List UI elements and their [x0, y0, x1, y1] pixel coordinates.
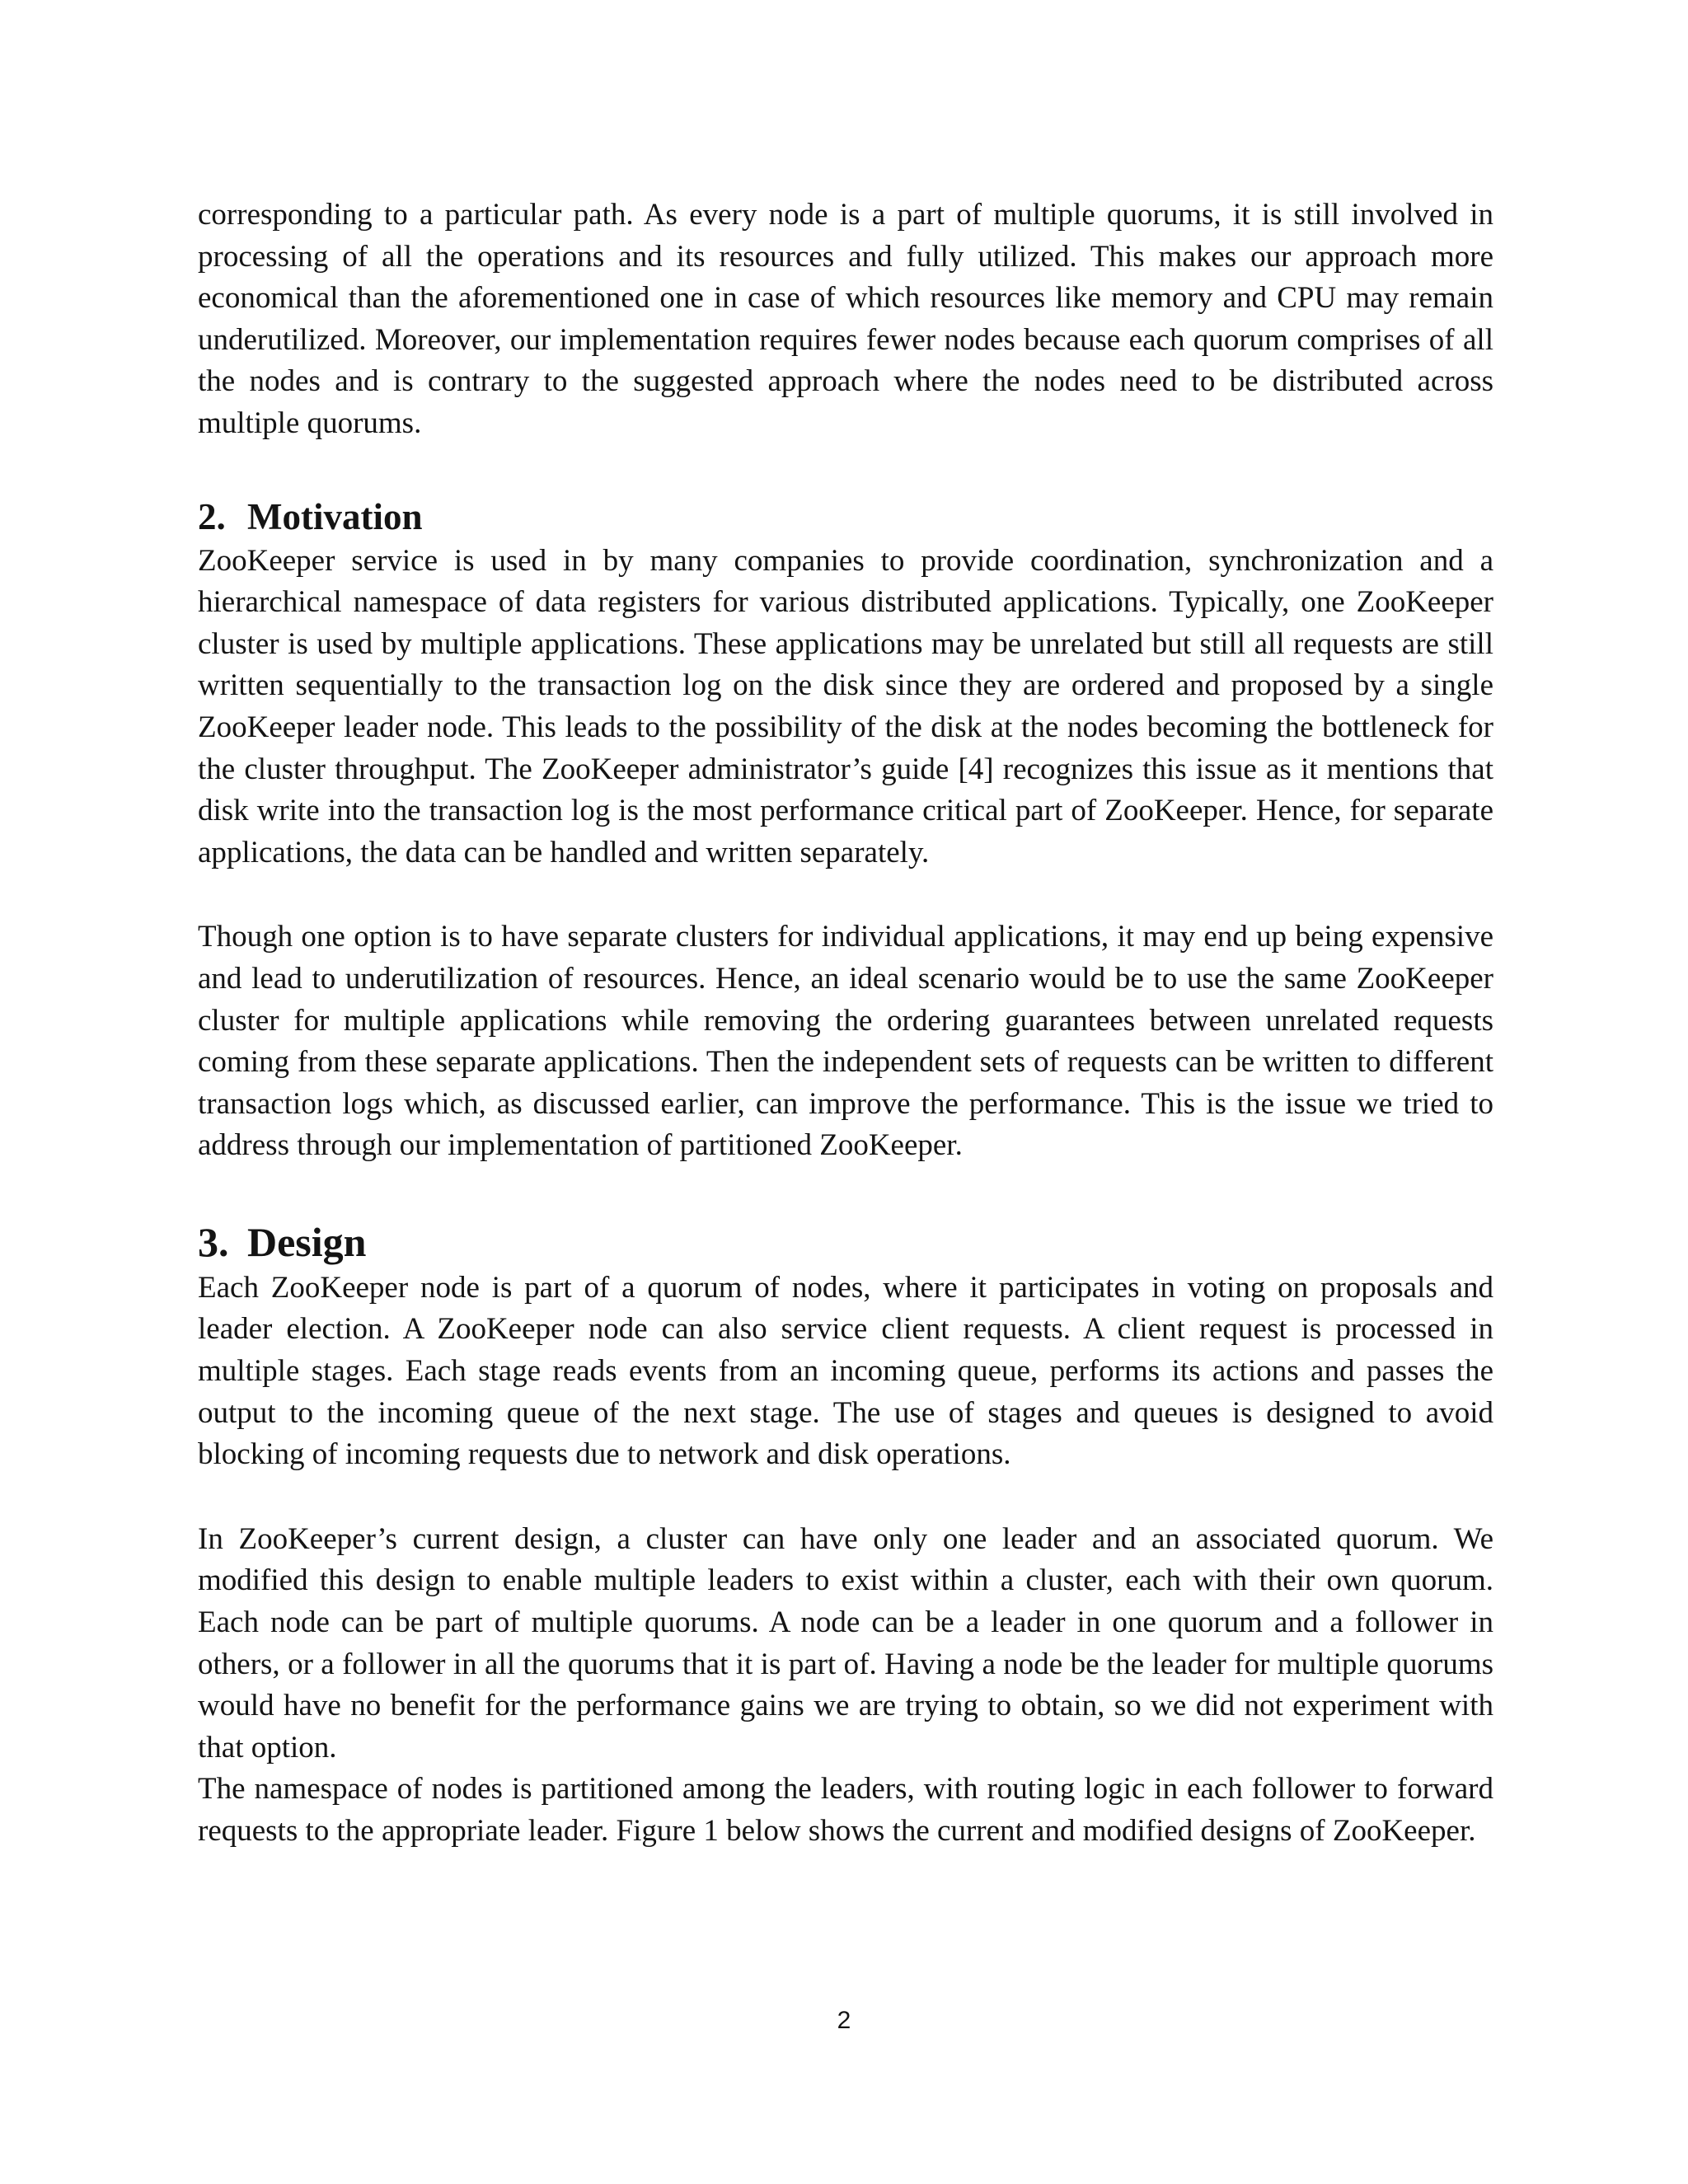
design-section-number: 3.	[198, 1218, 229, 1265]
motivation-heading	[198, 493, 1493, 541]
design-paragraph-2: In ZooKeeper’s current design, a cluster can have only one leader and an associated quorum. We modified this design to enable multiple leaders to exist within a cluster, each with their own quorum. Each node can be part of multiple quorums. A node can be a leader in one quorum and a follower in others, or a follower in all the quorums that it is part of. Having a node be the leader for multiple quorums would have no benefit for the performance gains we are trying to obtain, so we did not experiment with that option.	[198, 1521, 1493, 1765]
motivation-paragraph-2: Though one option is to have separate clusters for individual applications, it may end up being expensive and lead to underutilization of resources. Hence, an ideal scenario would be to use the same ZooKeeper cluster for multiple applications while removing the ordering guarantees between unrelated requests coming from these separate applications. Then the independent sets of requests can be written to different transaction logs which, as discussed earlier, can improve the performance. This is the issue we tried to address through our implementation of partitioned ZooKeeper.	[198, 920, 1493, 1163]
design-paragraph-3: The namespace of nodes is partitioned among the leaders, with routing logic in each follower to forward requests to the appropriate leader. Figure 1 below shows the current and modified designs of ZooKeeper.	[198, 1772, 1493, 1848]
design-heading	[198, 1216, 1493, 1268]
design-section-title: Design	[247, 1218, 367, 1265]
page-content	[198, 194, 1493, 1853]
motivation-section-title: Motivation	[247, 495, 423, 537]
motivation-paragraph-1: ZooKeeper service is used in by many companies to provide coordination, synchronization and a hierarchical namespace of data registers for various distributed applications. Typically, one ZooKeeper cluster is used by multiple applications. These applications may be unrelated but still all requests are still written sequentially to the transaction log on the disk since they are ordered and proposed by a single ZooKeeper leader node. This leads to the possibility of the disk at the nodes becoming the bottleneck for the cluster throughput. The ZooKeeper administrator’s guide [4] recognizes this issue as it mentions that disk write into the transaction log is the most performance critical part of ZooKeeper. Hence, for separate applications, the data can be handled and written separately.	[198, 543, 1493, 869]
motivation-section-number: 2.	[198, 495, 226, 537]
intro-continuation-paragraph: corresponding to a particular path. As every node is a part of multiple quorums, it is still involved in processing of all the operations and its resources and fully utilized. This makes our approach more economical than the aforementioned one in case of which resources like memory and CPU may remain underutilized. Moreover, our implementation requires fewer nodes because each quorum comprises of all the nodes and is contrary to the suggested approach where the nodes need to be distributed across multiple quorums.	[198, 198, 1493, 440]
design-paragraph-1: Each ZooKeeper node is part of a quorum of nodes, where it participates in voting on proposals and leader election. A ZooKeeper node can also service client requests. A client request is processed in multiple stages. Each stage reads events from an incoming queue, performs its actions and passes the output to the incoming queue of the next stage. The use of stages and queues is designed to avoid blocking of incoming requests due to network and disk operations.	[198, 1270, 1493, 1472]
page-number: 2	[837, 2007, 851, 2034]
